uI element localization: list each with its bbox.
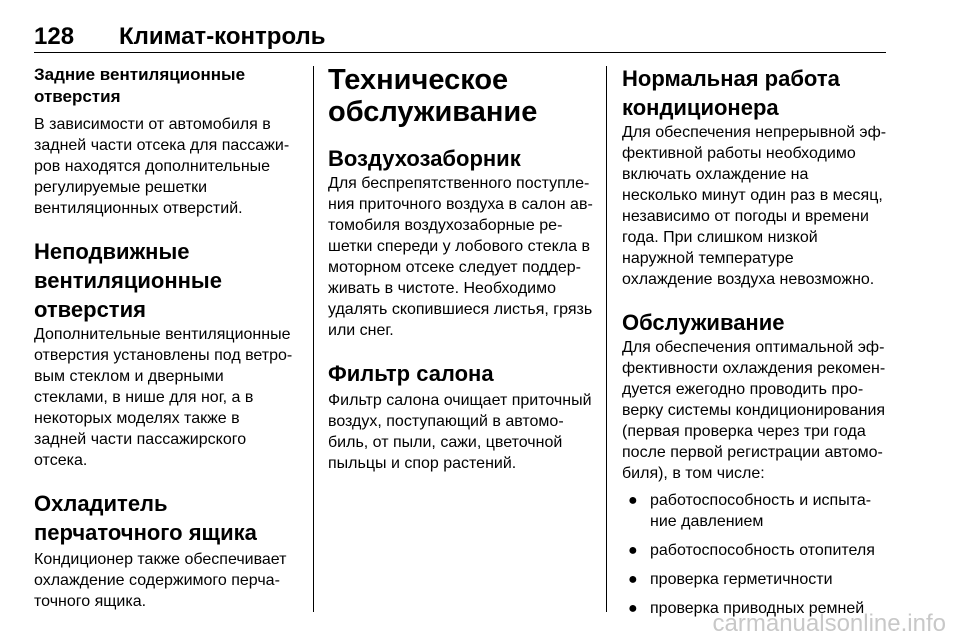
rear-vents-text: В зависимости от автомобиля в задней части отсека для пассажиров находятся дополнительные регулируемые решетки вентиляционных отверстий.: [34, 116, 290, 217]
bullet-icon: ●: [628, 571, 638, 588]
intake-text: Для беспрепятственного поступления приточного воздуха в салон автомобиля воздухозаборные решетки спереди у лобового стекла в моторном отсеке следует поддерживать в чистоте. Необходимо удалять скопившиеся листья, грязь или снег.: [328, 175, 593, 339]
list-item: ● проверка приводных ремней: [628, 600, 865, 617]
maintenance-list: [622, 490, 888, 619]
chapter-title: Климат-контроль: [119, 23, 326, 50]
column-divider-1: [313, 66, 314, 612]
list-item: ● проверка герметичности: [628, 571, 833, 588]
maintenance-text: Для обеспечения оптимальной эффективности охлаждения рекомендуется ежегодно проводить проверку системы кондиционирования (первая проверка через три года после первой регистрации автомобиля), в том числе:: [622, 339, 886, 482]
column-2: [328, 64, 596, 474]
glovebox-heading: Охладитель перчаточного ящика: [34, 491, 257, 545]
rear-vents-heading: Задние вентиляционные отверстия: [34, 65, 246, 106]
filter-heading: Фильтр салона: [328, 361, 494, 386]
maintenance-heading: Обслуживание: [622, 310, 785, 335]
list-item: ● работоспособность отопителя: [628, 542, 875, 559]
list-item: ● работоспособность и испытание давлением: [628, 492, 872, 530]
normal-operation-heading: Нормальная работа кондиционера: [622, 66, 840, 120]
fixed-vents-text: Дополнительные вентиляционные отверстия установлены под ветровым стеклом и дверными стеклами, в нише для ног, а в некоторых моделях также в задней части пассажирского отсека.: [34, 326, 293, 469]
page-header: [34, 22, 886, 53]
service-heading: Техническое обслуживание: [328, 64, 538, 128]
fixed-vents-heading: Неподвижные вентиляционные отверстия: [34, 239, 222, 322]
bullet-icon: ●: [628, 600, 638, 617]
page-number: 128: [34, 23, 75, 50]
bullet-icon: ●: [628, 492, 638, 509]
glovebox-text: Кондиционер также обеспечивает охлаждение содержимого перчаточного ящика.: [34, 551, 287, 610]
column-divider-2: [606, 66, 607, 612]
intake-heading: Воздухозаборник: [328, 146, 521, 171]
filter-text: Фильтр салона очищает приточный воздух, поступающий в автомобиль, от пыли, сажи, цветочной пыльцы и спор растений.: [328, 392, 592, 472]
watermark: carmanualsonline.info: [712, 610, 946, 637]
column-3: [622, 64, 888, 627]
normal-operation-text: Для обеспечения непрерывной эффективной работы необходимо включать охлаждение на несколько минут один раз в месяц, независимо от погоды и времени года. При слишком низкой наружной температуре охлаждение воздуха невозможно.: [622, 124, 887, 288]
bullet-icon: ●: [628, 542, 638, 559]
column-1: [34, 64, 296, 612]
